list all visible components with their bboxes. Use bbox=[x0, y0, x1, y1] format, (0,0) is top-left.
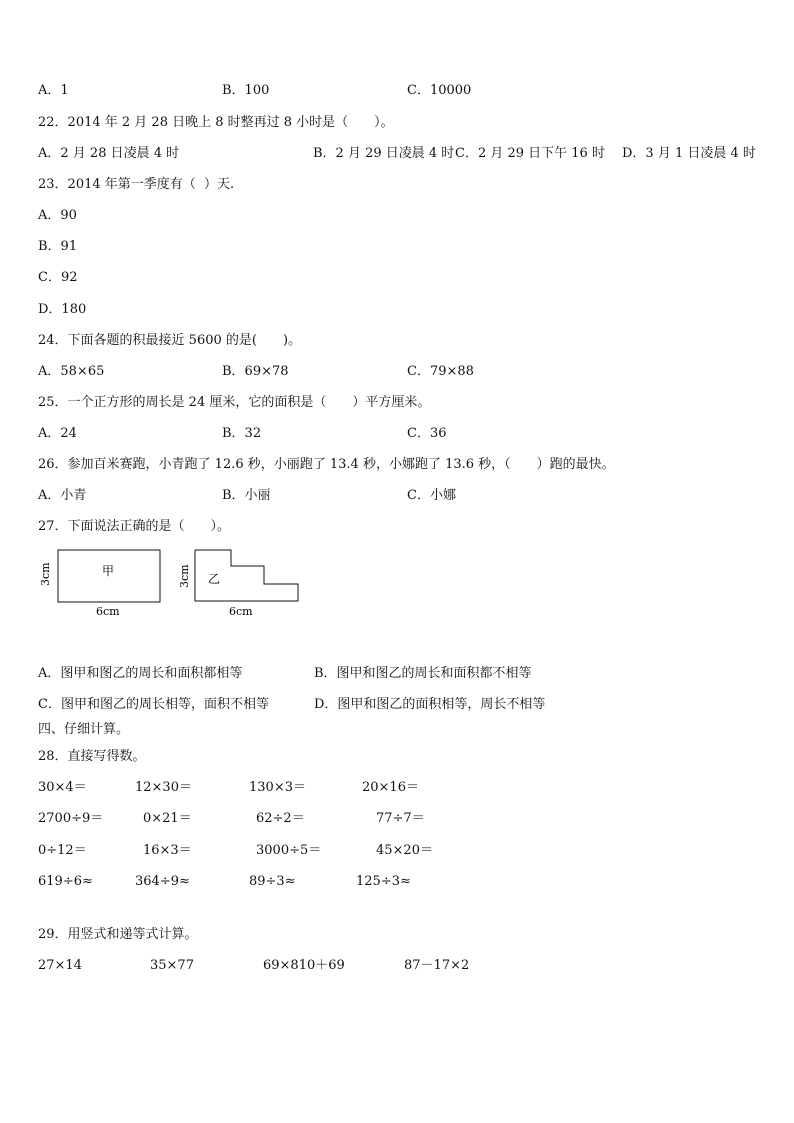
q22-option-c[interactable]: C．2 月 29 日下午 16 时 bbox=[455, 146, 605, 161]
q21-option-c[interactable]: C．10000 bbox=[407, 83, 472, 98]
q28-r3-c1: 0÷12＝ bbox=[38, 843, 87, 858]
q27-option-a[interactable]: A．图甲和图乙的周长和面积都相等 bbox=[38, 666, 243, 681]
q28-r2-c4: 77÷7＝ bbox=[376, 811, 425, 826]
step-label: 乙 bbox=[208, 572, 221, 586]
q27-stem: 27．下面说法正确的是（ ）。 bbox=[38, 519, 231, 534]
rectangle-jia bbox=[39, 550, 160, 618]
section-title: 四、仔细计算。 bbox=[38, 722, 130, 737]
q29-item-3: 69×810＋69 bbox=[263, 958, 345, 973]
rect-height-label: 3cm bbox=[39, 562, 52, 586]
q24-option-a[interactable]: A．58×65 bbox=[38, 364, 105, 379]
q28-r1-c3: 130×3＝ bbox=[249, 780, 306, 795]
q26-stem: 26．参加百米赛跑，小青跑了 12.6 秒，小丽跑了 13.4 秒，小娜跑了 13.6 秒，（ ）跑的最快。 bbox=[38, 457, 615, 472]
q23-option-b[interactable]: B．91 bbox=[38, 239, 78, 254]
q28-r3-c3: 3000÷5＝ bbox=[256, 843, 322, 858]
q21-option-a[interactable]: A．1 bbox=[38, 83, 69, 98]
q26-option-c[interactable]: C．小娜 bbox=[407, 488, 456, 503]
rect-label: 甲 bbox=[102, 564, 115, 578]
q28-r2-c1: 2700÷9＝ bbox=[38, 811, 104, 826]
q28-r4-c4: 125÷3≈ bbox=[356, 874, 411, 889]
q28-r1-c2: 12×30＝ bbox=[135, 780, 192, 795]
q28-r1-c1: 30×4＝ bbox=[38, 780, 87, 795]
q28-r4-c3: 89÷3≈ bbox=[249, 874, 296, 889]
q22-option-d[interactable]: D．3 月 1 日凌晨 4 时 bbox=[622, 146, 756, 161]
q25-option-a[interactable]: A．24 bbox=[38, 426, 77, 441]
q28-r4-c2: 364÷9≈ bbox=[135, 874, 190, 889]
q29-item-4: 87－17×2 bbox=[404, 958, 470, 973]
q28-r2-c2: 0×21＝ bbox=[143, 811, 192, 826]
step-width-label: 6cm bbox=[229, 605, 253, 618]
q28-stem: 28．直接写得数。 bbox=[38, 749, 146, 764]
q29-item-2: 35×77 bbox=[150, 958, 194, 973]
q28-r1-c4: 20×16＝ bbox=[362, 780, 419, 795]
q28-r3-c4: 45×20＝ bbox=[376, 843, 433, 858]
step-height-label: 3cm bbox=[178, 564, 191, 588]
rect-width-label: 6cm bbox=[96, 605, 120, 618]
q27-option-b[interactable]: B．图甲和图乙的周长和面积都不相等 bbox=[314, 666, 532, 681]
q25-option-b[interactable]: B．32 bbox=[222, 426, 262, 441]
q24-option-b[interactable]: B．69×78 bbox=[222, 364, 289, 379]
step-shape-yi bbox=[178, 550, 298, 618]
q24-option-c[interactable]: C．79×88 bbox=[407, 364, 474, 379]
q28-r3-c2: 16×3＝ bbox=[143, 843, 192, 858]
q29-stem: 29．用竖式和递等式计算。 bbox=[38, 927, 198, 942]
q21-option-b[interactable]: B．100 bbox=[222, 83, 270, 98]
q27-figure bbox=[36, 544, 336, 624]
q22-stem: 22．2014 年 2 月 28 日晚上 8 时整再过 8 小时是（ ）。 bbox=[38, 115, 394, 130]
q27-option-c[interactable]: C．图甲和图乙的周长相等，面积不相等 bbox=[38, 697, 269, 712]
q26-option-a[interactable]: A．小青 bbox=[38, 488, 87, 503]
q24-stem: 24．下面各题的积最接近 5600 的是( )。 bbox=[38, 333, 302, 348]
q28-r2-c3: 62÷2＝ bbox=[256, 811, 305, 826]
q22-option-b[interactable]: B．2 月 29 日凌晨 4 时 bbox=[313, 146, 455, 161]
q25-stem: 25．一个正方形的周长是 24 厘米，它的面积是（ ）平方厘米。 bbox=[38, 395, 431, 410]
q23-option-c[interactable]: C．92 bbox=[38, 270, 78, 285]
q29-item-1: 27×14 bbox=[38, 958, 82, 973]
q22-option-a[interactable]: A．2 月 28 日凌晨 4 时 bbox=[38, 146, 180, 161]
q23-stem: 23．2014 年第一季度有（ ）天. bbox=[38, 177, 235, 192]
q25-option-c[interactable]: C．36 bbox=[407, 426, 447, 441]
q23-option-d[interactable]: D．180 bbox=[38, 302, 87, 317]
q23-option-a[interactable]: A．90 bbox=[38, 208, 77, 223]
q26-option-b[interactable]: B．小丽 bbox=[222, 488, 271, 503]
q28-r4-c1: 619÷6≈ bbox=[38, 874, 93, 889]
q27-option-d[interactable]: D．图甲和图乙的面积相等，周长不相等 bbox=[314, 697, 546, 712]
